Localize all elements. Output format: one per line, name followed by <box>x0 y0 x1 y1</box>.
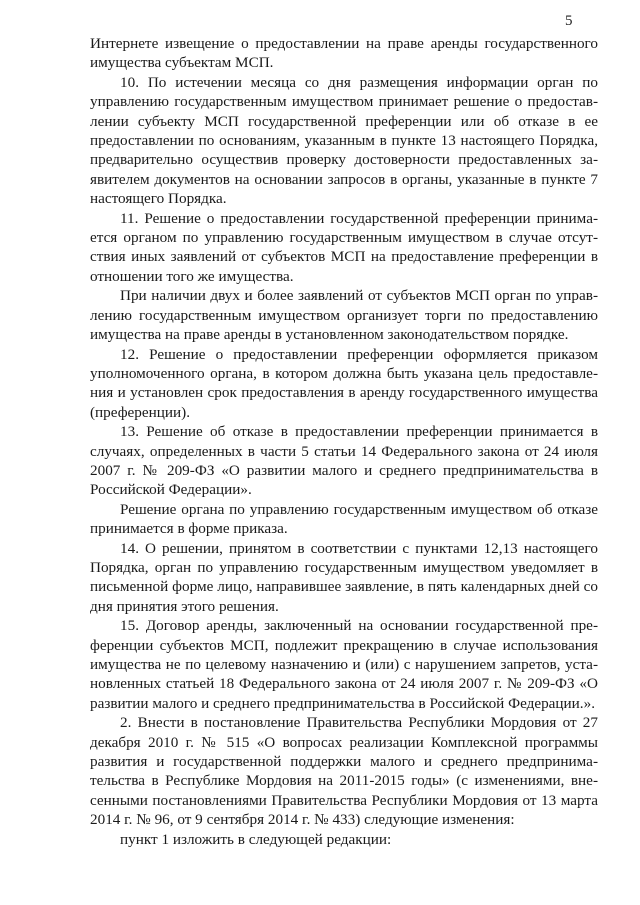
paragraph-item-11: 11. Решение о предоставлении государственной преференции принимается органом по управлению государственным имуществом в случае отсутствия иных заявлений от субъектов МСП на предоставление преференции в отношении того же имущества. <box>90 209 598 285</box>
paragraph-item-11-continued: При наличии двух и более заявлений от субъектов МСП орган по управлению государственным имуществом организует торги по предоставлению имущества на праве аренды в установленном законодательством порядке. <box>90 287 598 344</box>
paragraph-item-12: 12. Решение о предоставлении преференции оформляется приказом уполномоченного органа, в котором должна быть указана цель предоставления и установлен срок предоставления в аренду государственного имущества (преференции). <box>90 345 598 421</box>
paragraph-item-13-continued: Решение органа по управлению государственным имуществом об отказе принимается в форме приказа. <box>90 500 598 538</box>
paragraph-item-10: 10. По истечении месяца со дня размещения информации орган по управлению государственным имуществом принимает решение о предоставлении субъекту МСП государственной преференции или об отказе в ее предоставлении по основаниям, указанным в пункте 13 настоящего Порядка, предварительно осуществив проверку достоверности предоставленных заявителем документов на основании запросов в органы, указанные в пункте 7 настоящего Порядка. <box>90 73 598 208</box>
paragraph-item-14: 14. О решении, принятом в соответствии с пунктами 12,13 настоящего Порядка, орган по управлению государственным имуществом уведомляет в письменной форме лицо, направившее заявление, в пять календарных дней со дня принятия этого решения. <box>90 539 598 615</box>
paragraph-point-1: пункт 1 изложить в следующей редакции: <box>120 830 392 848</box>
paragraph-item-15: 15. Договор аренды, заключенный на основании государственной преференции субъектов МСП, подлежит прекращению в случае использования имущества не по целевому назначению и (или) с нарушением запретов, установленных статьей 18 Федерального закона от 24 июля 2007 г. № 209-ФЗ «О развитии малого и среднего предпринимательства в Российской Федерации.». <box>90 617 598 712</box>
paragraph-continuation: Интернете извещение о предоставлении на праве аренды государственного имущества субъектам МСП. <box>90 35 598 72</box>
page-number: 5 <box>565 13 573 29</box>
document-body <box>90 34 598 849</box>
paragraph-item-13: 13. Решение об отказе в предоставлении преференции принимается в случаях, определенных в части 5 статьи 14 Федерального закона от 24 июля 2007 г. № 209-ФЗ «О развитии малого и среднего предпринимательства в Российской Федерации». <box>90 423 598 499</box>
paragraph-item-2: 2. Внести в постановление Правительства Республики Мордовия от 27 декабря 2010 г. № 515 «О вопросах реализации Комплексной программы развития и государственной поддержки малого и среднего предпринимательства в Республике Мордовия на 2011-2015 годы» (с изменениями, внесенными постановлениями Правительства Республики Мордовия от 13 марта 2014 г. № 96, от 9 сентября 2014 г. № 433) следующие изменения: <box>90 714 598 829</box>
